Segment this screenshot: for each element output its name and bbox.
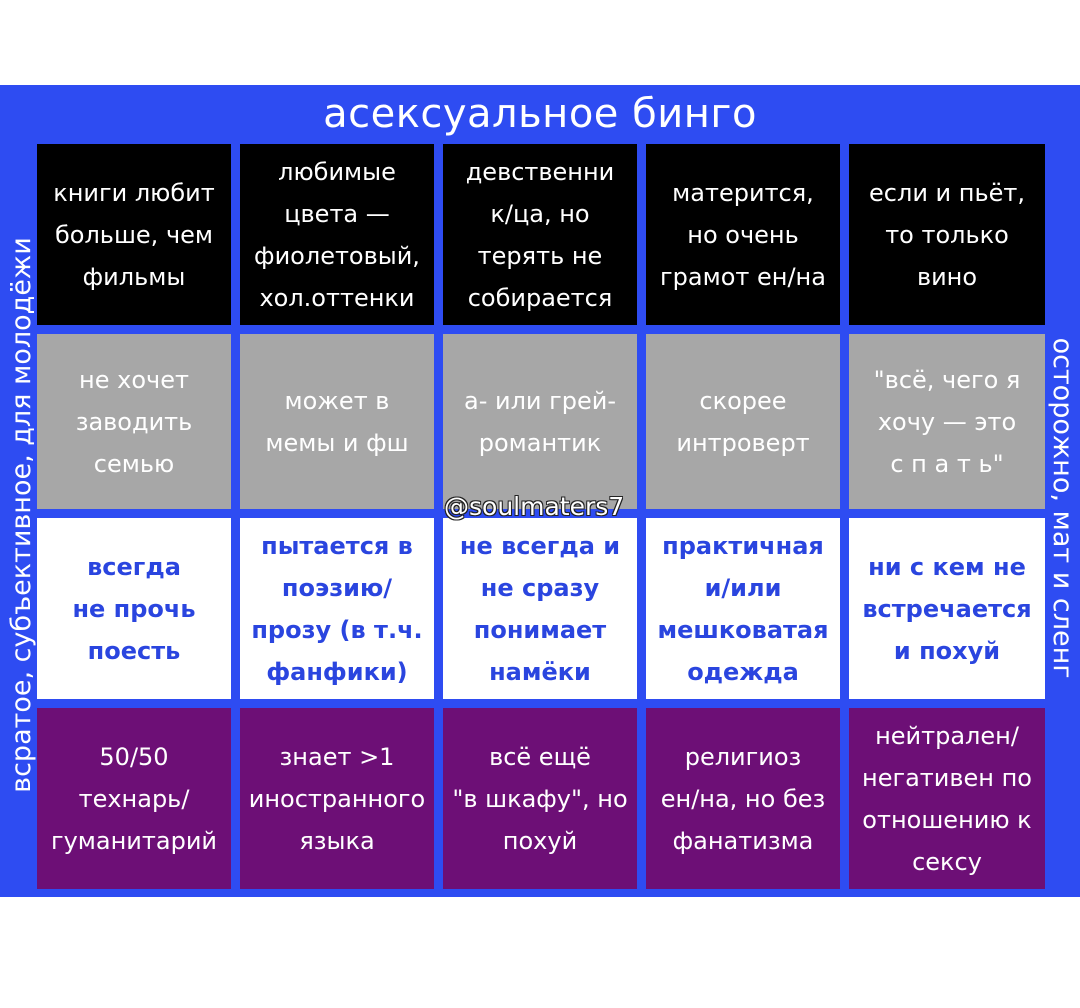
side-caption-left: всратое, субъективное, для молодёжи xyxy=(6,237,37,793)
bingo-cell[interactable] xyxy=(443,334,637,509)
bingo-cell[interactable] xyxy=(849,334,1045,509)
cell-text: может в мемы и фш xyxy=(265,386,409,457)
cell-text: скорее интроверт xyxy=(676,386,810,457)
cell-text: девственни к/ца, но терять не собирается xyxy=(465,157,615,312)
cell-text: знает >1 иностранного языка xyxy=(248,742,426,855)
cell-text: всегда не прочь поесть xyxy=(72,552,196,665)
cell-text: нейтрален/ негативен по отношению к сексу xyxy=(862,721,1032,876)
bingo-cell[interactable] xyxy=(240,708,434,889)
bingo-cell[interactable] xyxy=(240,334,434,509)
cell-text: религиоз ен/на, но без фанатизма xyxy=(660,742,826,855)
cell-text: не хочет заводить семью xyxy=(75,365,193,478)
cell-text: практичная и/или мешковатая одежда xyxy=(657,531,829,686)
bingo-cell[interactable] xyxy=(240,518,434,699)
bingo-cell[interactable] xyxy=(849,518,1045,699)
bingo-cell[interactable] xyxy=(37,334,231,509)
cell-text: 50/50 технарь/ гуманитарий xyxy=(50,742,218,855)
cell-text: любимые цвета — фиолетовый, хол.оттенки xyxy=(254,157,420,312)
bingo-cell[interactable] xyxy=(646,518,840,699)
bingo-cell[interactable] xyxy=(443,518,637,699)
bingo-cell[interactable] xyxy=(240,144,434,325)
cell-text: а- или грей- романтик xyxy=(463,386,617,457)
bingo-cell[interactable] xyxy=(646,144,840,325)
bingo-cell[interactable] xyxy=(849,708,1045,889)
cell-text: матерится, но очень грамот ен/на xyxy=(660,178,826,291)
bingo-cell[interactable] xyxy=(443,144,637,325)
watermark-handle: @soulmaters7 xyxy=(444,492,625,521)
bingo-cell[interactable] xyxy=(646,708,840,889)
bingo-cell[interactable] xyxy=(37,708,231,889)
bingo-cell[interactable] xyxy=(37,518,231,699)
bingo-cell[interactable] xyxy=(849,144,1045,325)
cell-text: всё ещё "в шкафу", но похуй xyxy=(452,742,628,855)
cell-text: пытается в поэзию/ прозу (в т.ч. фанфики) xyxy=(251,531,423,686)
side-caption-right: осторожно, мат и сленг xyxy=(1047,337,1078,679)
bingo-cell[interactable] xyxy=(443,708,637,889)
cell-text: книги любит больше, чем фильмы xyxy=(53,178,215,291)
bingo-cell[interactable] xyxy=(37,144,231,325)
page-title: асексуальное бинго xyxy=(323,91,757,137)
cell-text: не всегда и не сразу понимает намёки xyxy=(459,531,621,686)
cell-text: если и пьёт, то только вино xyxy=(869,178,1025,291)
cell-text: ни с кем не встречается и похуй xyxy=(862,552,1032,665)
cell-text: "всё, чего я хочу — это с п а т ь" xyxy=(873,365,1021,478)
bingo-cell[interactable] xyxy=(646,334,840,509)
